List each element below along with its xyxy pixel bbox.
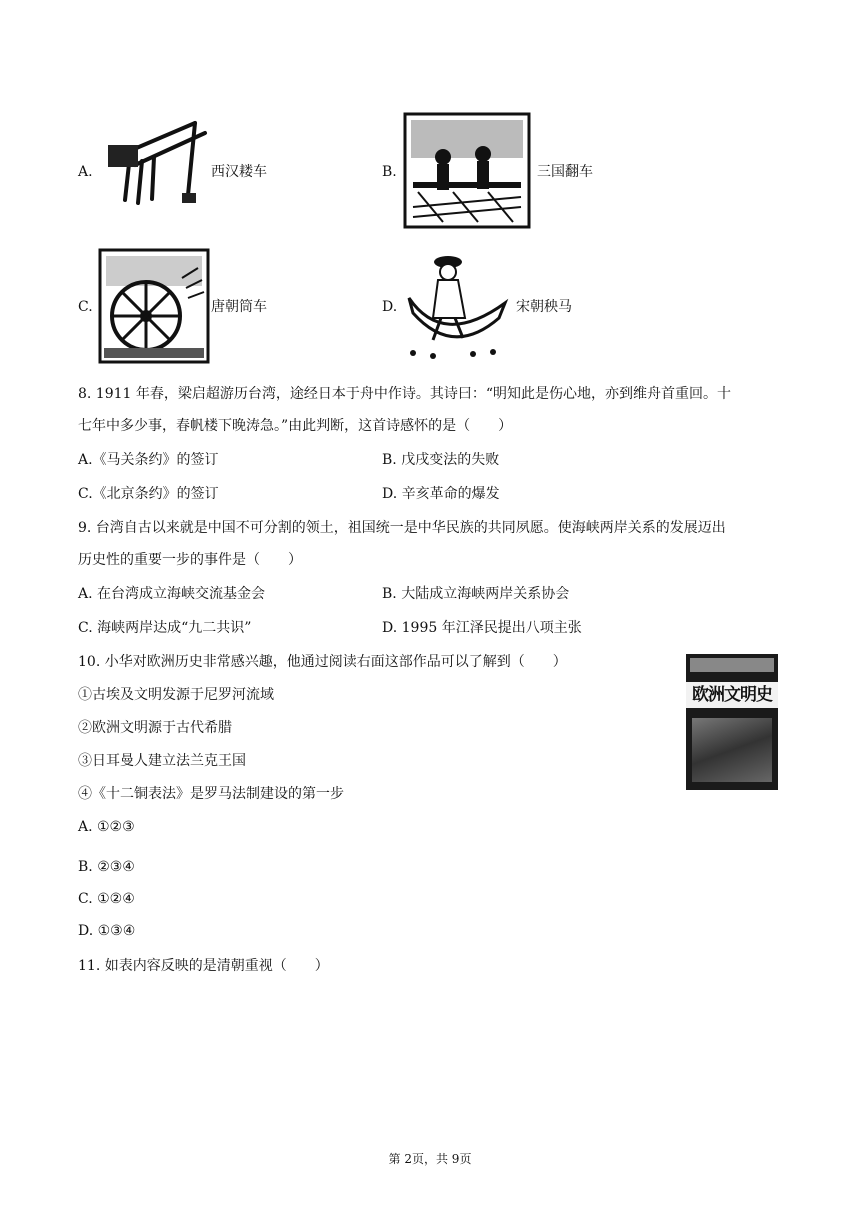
- q10-statement-1: ①古埃及文明发源于尼罗河流域: [78, 687, 274, 703]
- q10-statement-4: ④《十二铜表法》是罗马法制建设的第一步: [78, 786, 344, 802]
- q9-option-c: C. 海峡两岸达成“九二共识”: [78, 620, 252, 636]
- q9-stem-line1: 9. 台湾自古以来就是中国不可分割的领土，祖国统一是中华民族的共同夙愿。使海峡两岸关系的发展迈出: [78, 520, 726, 536]
- q9-option-b: B. 大陆成立海峡两岸关系协会: [382, 586, 570, 602]
- q9-option-a: A. 在台湾成立海峡交流基金会: [78, 586, 266, 602]
- seedling-horse-icon: [403, 248, 513, 364]
- book-cover-icon: [686, 654, 778, 790]
- q10-option-c: C. ①②④: [78, 891, 135, 907]
- q10-stem: 10. 小华对欧洲历史非常感兴趣，他通过阅读右面这部作品可以了解到（ ）: [78, 654, 567, 670]
- q10-option-d: D. ①③④: [78, 923, 136, 939]
- option-c-letter: C.: [78, 299, 93, 315]
- q8-option-b: B. 戊戌变法的失败: [382, 452, 500, 468]
- q11-stem: 11. 如表内容反映的是清朝重视（ ）: [78, 958, 329, 974]
- book-title: 欧洲文明史: [686, 682, 778, 708]
- q8-option-c: C.《北京条约》的签订: [78, 486, 219, 502]
- q9-option-d: D. 1995 年江泽民提出八项主张: [382, 620, 582, 636]
- q10-option-b: B. ②③④: [78, 859, 135, 875]
- option-d-caption: 宋朝秧马: [516, 299, 572, 315]
- q10-statement-3: ③日耳曼人建立法兰克王国: [78, 753, 246, 769]
- option-d-letter: D.: [382, 299, 398, 315]
- q8-stem-line2: 七年中多少事，春帆楼下晚涛急。”由此判断，这首诗感怀的是（ ）: [78, 418, 513, 434]
- chain-pump-icon: [403, 112, 531, 229]
- q10-statement-2: ②欧洲文明源于古代希腊: [78, 720, 232, 736]
- q8-stem-line1: 8. 1911 年春，梁启超游历台湾，途经日本于舟中作诗。其诗曰：“明知此是伤心地，亦到维舟首重回。十: [78, 386, 732, 402]
- option-a-caption: 西汉耧车: [211, 164, 267, 180]
- page-footer: 第 2页，共 9页: [388, 1152, 472, 1166]
- seed-drill-icon: [100, 115, 210, 210]
- q8-option-d: D. 辛亥革命的爆发: [382, 486, 500, 502]
- option-a-letter: A.: [78, 164, 93, 180]
- option-b-caption: 三国翻车: [537, 164, 593, 180]
- option-c-caption: 唐朝筒车: [211, 299, 267, 315]
- option-b-letter: B.: [382, 164, 397, 180]
- q8-option-a: A.《马关条约》的签订: [78, 452, 219, 468]
- q9-stem-line2: 历史性的重要一步的事件是（ ）: [78, 552, 302, 568]
- water-wheel-icon: [98, 248, 210, 364]
- q10-option-a: A. ①②③: [78, 819, 135, 835]
